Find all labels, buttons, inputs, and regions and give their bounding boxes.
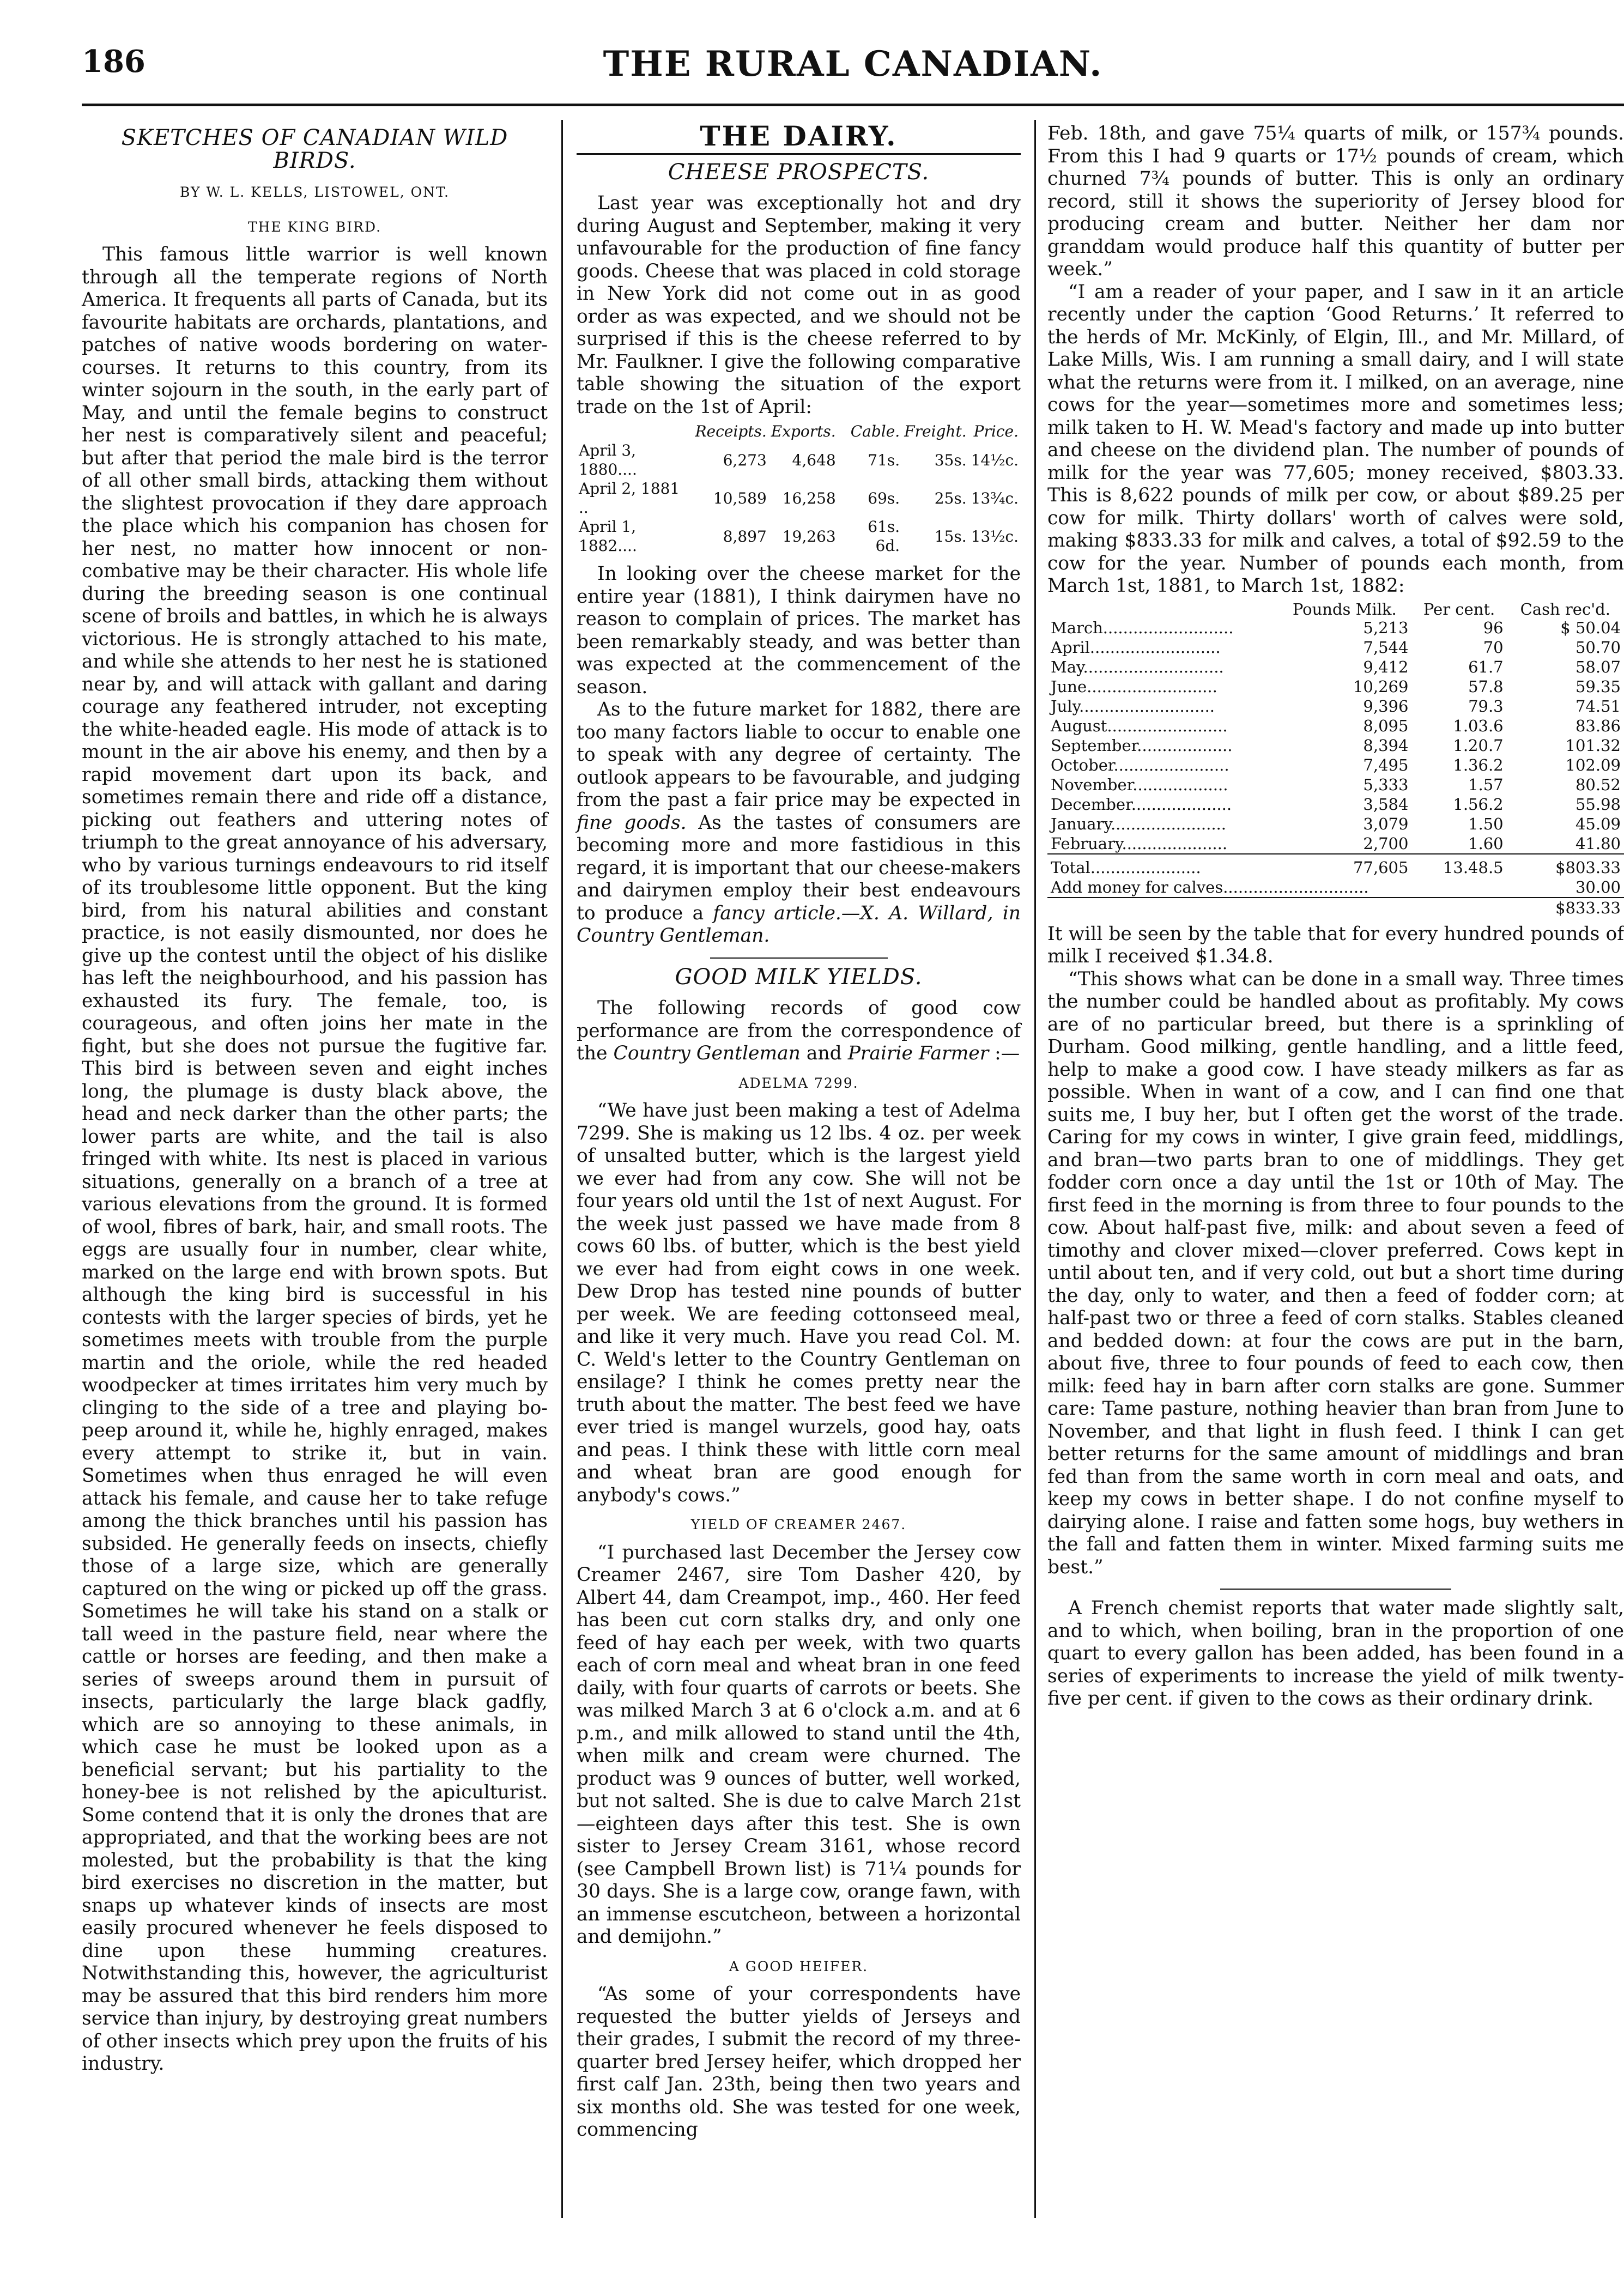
table-cell: 45.09 [1575,814,1621,833]
table-row [1047,638,1624,657]
table-header-cell: Receipts. [695,422,767,440]
column-1 [82,123,548,2215]
masthead: THE RURAL CANADIAN. [603,44,1103,84]
table-cell: Add money for calves............................. [1051,877,1369,896]
paragraph: A French chemist reports that water made slightly salt, and to which, when boiling, bran in the proportion of one quart to every gallon has been added, has been found in a series of experiments to increase the yield of milk twenty-five per cent. if given to the cows as their ordinary drink. [1047,1597,1624,1710]
table-cell: 10,589 [713,489,767,507]
table-cell: 41.80 [1575,834,1621,853]
monthly-milk-table [1047,601,1624,918]
table-header-row [577,422,1021,441]
paragraph: “As some of your correspondents have requested the butter yields of Jerseys and their grades, I submit the record of my three-quarter bred Jersey heifer, which dropped her first calf Jan. 23th, being then two years and six months old. She was tested for one week, commencing [577,1983,1021,2141]
header-rule [82,104,1624,106]
table-cell: August........................ [1051,716,1228,735]
article-divider [710,957,888,959]
table-cell: 80.52 [1575,775,1621,794]
table-header-cell: Freight. [904,422,967,440]
table-cell: 13¾c. [971,489,1019,507]
table-cell: 7,495 [1363,755,1409,774]
table-row [577,517,1021,555]
table-cell: Total...................... [1047,854,1277,877]
column-divider [1034,120,1036,2218]
paragraph [577,699,1021,948]
table-cell: 9,396 [1363,696,1409,716]
table-cell: June.......................... [1051,677,1217,696]
table-cell: 16,258 [782,489,836,507]
subheading: A GOOD HEIFER. [729,1958,869,1974]
table-cell: 58.07 [1575,657,1621,676]
table-cell: April 3, 1880.... [579,441,637,478]
table-cell: September................... [1051,736,1233,755]
table-cell: 2,700 [1363,834,1409,853]
table-cell: November................... [1051,775,1228,794]
table-cell: 8,095 [1363,716,1409,735]
table-cell: February..................... [1051,834,1228,853]
paragraph: “I purchased last December the Jersey cow Creamer 2467, sire Tom Dasher 420, by Albert 44, dam Creampot, imp., 460. Her feed has been cut corn stalks dry, and only one feed of hay each per week, with two quarts each of corn meal and wheat bran in one feed daily, with four quarts of carrots or beets. She was milked March 3 at 6 o'clock a.m. and at 6 p.m., and milk allowed to stand until the 4th, when milk and cream were churned. The product was 9 ounces of butter, well worked, but not salted. She is due to calve March 21st—eighteen days after this test. She is own sister to Jersey Cream 3161, whose record (see Campbell Brown list) is 71¼ pounds for 30 days. She is a large cow, orange fawn, with an immense escutcheon, between a horizontal and demijohn.” [577,1541,1021,1948]
table-cell: $ 50.04 [1560,618,1621,637]
table-cell: 35s. [934,451,967,469]
table-cell: 1.56.2 [1453,795,1504,814]
table-header-row [1047,601,1624,618]
table-cell: 30.00 [1575,877,1621,896]
paragraph: “I am a reader of your paper, and I saw in it an article recently under the caption ‘Good Returns.’ It referred to the herds of Mr. McKinly, of Elgin, Ill., and Mr. Millard, of Lake Mills, Wis. I am running a small dairy, and I will state what the returns were from it. I milked, on an average, nine cows for the year—sometimes more and sometimes less; milk taken to H. W. Mead's factory and made up into butter and cheese on the dividend plan. The number of pounds of milk for the year was 77,605; money received, $803.33. This is 8,622 pounds of milk per cow, or about $89.25 per cow for milk. Thirty dollars' worth of calves were sold, making $833.33 for milk and calves, a total of $92.59 to the cow for the year. Number of pounds each month, from March 1st, 1881, to March 1st, 1882: [1047,281,1624,597]
page-number: 186 [82,44,146,80]
table-cell: 61s. 6d. [868,518,900,555]
table-header-cell: Per cent. [1423,599,1495,619]
text-run: :— [989,1043,1020,1064]
section-rule [577,153,1021,155]
byline: BY W. L. KELLS, LISTOWEL, ONT. [180,184,450,200]
article-title: SKETCHES OF CANADIAN WILD BIRDS. [121,125,508,173]
attribution: fancy article.—X. A. Willard, in Country Gentleman. [577,902,1021,947]
article-title: GOOD MILK YIELDS. [675,964,923,990]
table-cell: 59.35 [1575,677,1621,696]
table-cell: 61.7 [1468,657,1504,676]
column-2 [577,120,1021,2215]
table-cell: 1.50 [1468,814,1504,833]
paragraph: In looking over the cheese market for the entire year (1881), I think dairymen have no reason to complain of prices. The market has been remarkably steady, and was better than was expected at the commencement of the season. [577,563,1021,698]
table-cell: October....................... [1051,755,1229,774]
table-cell: 101.32 [1565,736,1621,755]
table-header-cell: Price. [973,422,1019,440]
italic-text: Country Gentleman [613,1043,801,1064]
table-cell: 71s. [868,451,900,469]
table-cell: 5,333 [1363,775,1409,794]
article-title: CHEESE PROSPECTS. [668,159,930,185]
italic-text: Prairie Farmer [847,1043,989,1064]
paragraph: Feb. 18th, and gave 75¼ quarts of milk, or 157¾ pounds. From this I had 9 quarts or 17½ pounds of cream, which churned 7¾ pounds of butter. This is only an ordinary record, still it shows the superiority of Jersey blood for producing cream and butter. Neither her dam nor granddam would produce half this quantity of butter per week.” [1047,123,1624,280]
paragraph: It will be seen by the table that for every hundred pounds of milk I received $1.34.8. [1047,923,1624,967]
table-cell: April.......................... [1051,638,1221,657]
table-row [577,441,1021,479]
table-cell: $833.33 [1507,898,1624,918]
table-cell: May............................ [1051,657,1224,676]
table-row [1047,775,1624,795]
table-cell: 15s. [934,527,967,546]
export-trade-table [577,422,1021,555]
table-cell: 1.57 [1468,775,1504,794]
table-cell: $803.33 [1507,854,1624,877]
table-cell: 50.70 [1575,638,1621,657]
table-header-cell: Cash rec'd. [1520,599,1610,619]
table-cell: 19,263 [782,527,836,546]
table-cell: 1.20.7 [1453,736,1504,755]
table-cell: 13½c. [971,527,1019,546]
table-row [1047,814,1624,834]
table-cell: 1.03.6 [1453,716,1504,735]
table-cell: April 2, 1881 .. [579,480,680,517]
table-cell: 1.36.2 [1453,755,1504,774]
table-row [1047,877,1624,898]
column-divider [561,120,563,2218]
table-row [1047,677,1624,696]
table-header-cell: Cable. [850,422,900,440]
table-cell: 7,544 [1363,638,1409,657]
table-cell: March.......................... [1051,618,1234,637]
table-cell: 3,079 [1363,814,1409,833]
table-cell: 70 [1483,638,1504,657]
table-cell: 102.09 [1565,755,1621,774]
table-row [577,479,1021,517]
table-cell: July........................... [1051,696,1215,716]
table-cell: 83.86 [1575,716,1621,735]
section-heading: THE DAIRY. [700,120,898,152]
table-cell: 55.98 [1575,795,1621,814]
paragraph: “We have just been making a test of Adelma 7299. She is making us 12 lbs. 4 oz. per week of unsalted butter, which is the largest yield we ever had from any cow. She will not be four years old until the 1st of next August. For the week just passed we have made from 8 cows 60 lbs. of butter, which is the best yield we ever had from eight cows in one week. Dew Drop has tested nine pounds of butter per week. We are feeding cottonseed meal, and like it very much. Have you read Col. M. C. Weld's letter to the Country Gentleman on ensilage? I think he comes pretty near the truth about the matter. The best feed we have ever tried is mangel wurzels, good hay, oats and peas. I think these with little corn meal and wheat bran are good enough for anybody's cows.” [577,1100,1021,1506]
table-cell: 13.48.5 [1411,854,1506,877]
table-cell: December.................... [1051,795,1232,814]
text-run: As the tastes of consumers are becoming more and more fastidious in this regard, it is important that our cheese-makers and dairymen employ their best endeavours to produce a [577,811,1021,924]
table-row [1047,716,1624,736]
table-row [1047,618,1624,638]
table-header-cell [1047,601,1277,618]
table-cell: January....................... [1051,814,1226,833]
table-row [1047,696,1624,716]
table-cell: 3,584 [1363,795,1409,814]
table-cell [1047,898,1507,918]
subheading: THE KING BIRD. [247,219,382,235]
table-cell: 74.51 [1575,696,1621,716]
table-cell: 69s. [868,489,900,507]
text-run: The following records of good cow performance are from the correspondence of the [577,997,1021,1064]
table-cell: 79.3 [1468,696,1504,716]
text-run: and [800,1043,848,1064]
column-3 [1047,123,1624,2215]
table-cell: 5,213 [1363,618,1409,637]
table-row [1047,736,1624,755]
table-row [1047,834,1624,854]
italic-text: fine goods. [577,811,687,834]
table-cell: 77,605 [1277,854,1411,877]
page-header [82,44,1624,93]
table-cell: 9,412 [1363,657,1409,676]
table-cell: 57.8 [1468,677,1504,696]
table-cell: 8,394 [1363,736,1409,755]
table-cell: 25s. [934,489,967,507]
table-cell: 10,269 [1353,677,1409,696]
table-cell: 1.60 [1468,834,1504,853]
paragraph: This famous little warrior is well known through all the temperate regions of North America. It frequents all parts of Canada, but its favourite habitats are orchards, plantations, and patches of native woods bordering on water-courses. It returns to this country, from its winter sojourn in the south, in the early part of May, and until the female begins to construct her nest is comparatively silent and peaceful; but after that period the male bird is the terror of all other small birds, attacking them without the slightest provocation if they dare approach the place which his companion has chosen for her nest, no matter how innocent or non-combative may be their character. His whole life during the breeding season is one continual scene of broils and battles, in which he is always victorious. He is strongly attached to his mate, and while she attends to her nest he is stationed near by, and will attack with gallant and daring courage any feathered intruder, not excepting the white-headed eagle. His mode of attack is to mount in the air above his enemy, and then by a rapid movement dart upon its back, and sometimes remain there and ride off a distance, picking out feathers and uttering notes of triumph to the great annoyance of his adversary, who by various turnings endeavours to rid itself of its troublesome little opponent. But the king bird, from his natural abilities and constant practice, is not easily dismounted, nor does he give up the contest until the object of his dislike has left the neighbourhood, and his passion has exhausted its fury. The female, too, is courageous, and often joins her mate in the fight, but she does not pursue the fugitive far. This bird is between seven and eight inches long, the plumage is dusty black above, the head and neck darker than the other parts; the lower parts are white, and the tail is also fringed with white. Its nest is placed in various situations, generally on a branch of a tree at various elevations from the ground. It is formed of wool, fibres of bark, hair, and small roots. The eggs are usually four in number, clear white, marked on the large end with brown spots. But although the king bird is successful in his contests with the larger species of birds, yet he sometimes meets with trouble from the purple martin and the oriole, while the red headed woodpecker at times irritates him very much by clinging to the side of a tree and playing bo-peep around it, while he, highly enraged, makes every attempt to strike it, but in vain. Sometimes when thus enraged he will even attack his female, and cause her to take refuge among the thick branches until his passion has subsided. He generally feeds on insects, chiefly those of a large size, which are generally captured on the wing or picked up off the grass. Sometimes he will take his stand on a stalk or tall weed in the pasture field, near where the cattle or horses are feeding, and then make a series of sweeps around them in pursuit of insects, particularly the large black gadfly, which are so annoying to these animals, in which case he must be looked upon as a beneficial servant; but his partiality to the honey-bee is not relished by the apiculturist. Some contend that it is only the drones that are appropriated, and that the working bees are not molested, but the probability is that the king bird exercises no discretion in the matter, but snaps up whatever kinds of insects are most easily procured whenever he feels disposed to dine upon these humming creatures. Notwithstanding this, however, the agriculturist may be assured that this bird renders him more service than injury, by destroying great numbers of other insects which prey upon the fruits of his industry. [82,244,548,2075]
paragraph [577,997,1021,1065]
table-row [1047,755,1624,775]
table-cell: 6,273 [723,451,767,469]
table-header-cell: Exports. [771,422,836,440]
table-row [1047,657,1624,677]
article-divider [1220,1589,1451,1590]
table-cell: 8,897 [723,527,767,546]
subheading: ADELMA 7299. [738,1075,859,1091]
table-grand-total-row [1047,898,1624,918]
table-total-row [1047,854,1624,877]
paragraph: Last year was exceptionally hot and dry during August and September, making it very unfavourable for the production of fine fancy goods. Cheese that was placed in cold storage in New York did not come out in as good order as was expected, and we should not be surprised if this is the cheese referred to by Mr. Faulkner. I give the following comparative table showing the situation of the export trade on the 1st of April: [577,192,1021,418]
table-header-cell: Pounds Milk. [1292,599,1397,619]
text-run: As to the future market for 1882, there are too many factors liable to occur to enable one to speak with any degree of certainty. The outlook appears to be favourable, and judging from the past a fair price may be expected in [577,699,1021,811]
table-cell: 96 [1483,618,1504,637]
table-cell: 4,648 [792,451,836,469]
paragraph: “This shows what can be done in a small way. Three times the number could be handled about as profitably. My cows are of no particular breed, but there is a sprinkling of Durham. Good milking, gentle handling, and a little feed, help to make a good cow. I have steady milkers as far as possible. When in want of a cow, and I can find one that suits me, I buy her, but I often get the worst of the trade. Caring for my cows in winter, I give grain feed, middlings, and bran—two parts bran to one of middlings. They get fodder corn once a day until the 1st or 10th of May. The first feed in the morning is from three to four pounds to the cow. About half-past five, milk: and about seven a feed of timothy and clover mixed—clover preferred. Cows kept in until about ten, and if very cold, out but a short time during the day, only to water, and then a feed of fodder corn; at half-past two or three a feed of corn stalks. Stables cleaned and bedded down: at four the cows are put in the barn, about five, three to four pounds of feed to each cow, then milk: feed hay in barn after corn stalks are gone. Summer care: Tame pasture, nothing heavier than bran from June to November, and that light in flush feed. I think I can get better returns for the same amount of middlings and bran fed than from the same worth in corn meal and oats, and keep my cows in better shape. I do not confine myself to dairying alone. I raise and fatten some hogs, buy wethers in the fall and fatten them in winter. Mixed farming suits me best.” [1047,968,1624,1578]
subheading: YIELD OF CREAMER 2467. [690,1517,907,1532]
table-cell: April 1, 1882.... [579,518,637,555]
table-cell: 14½c. [971,451,1019,469]
table-row [1047,795,1624,814]
table-header-cell [577,422,693,441]
